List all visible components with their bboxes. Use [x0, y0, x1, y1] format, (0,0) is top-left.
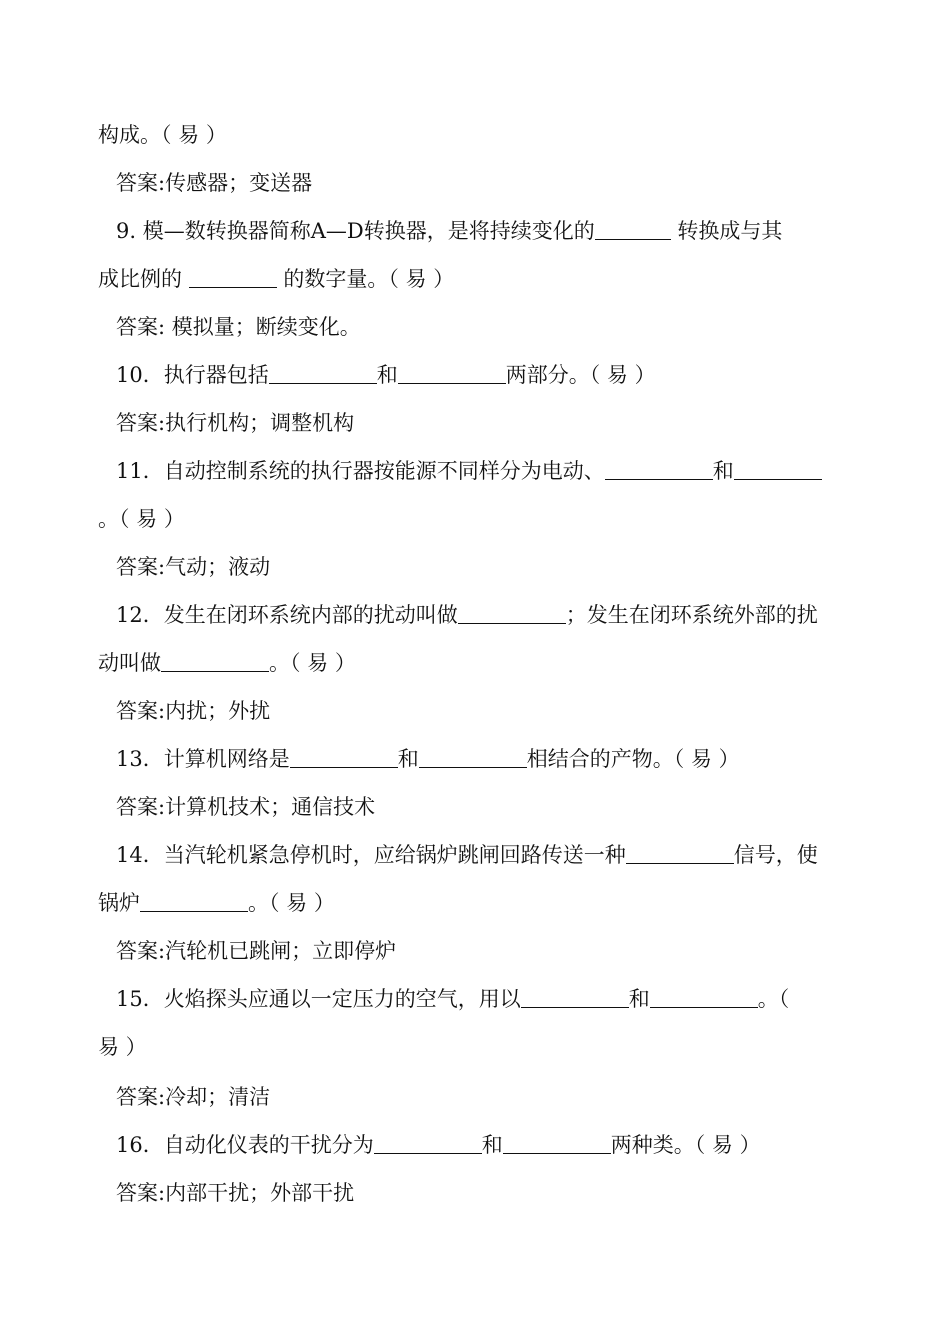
question-15-continuation: 易 ）: [98, 1035, 147, 1059]
answer-blank: [419, 766, 527, 768]
answer-blank: [626, 862, 734, 864]
answer-blank: [458, 622, 566, 624]
question-9-continuation: 成比例的 的数字量。（ 易 ）: [98, 267, 455, 291]
answer-blank: [140, 910, 248, 912]
question-10: 10．执行器包括 和 两部分。（ 易 ）: [116, 363, 656, 387]
answer-blank: [269, 382, 377, 384]
answer-12: 答案:内扰；外扰: [116, 699, 271, 723]
question-15: 15．火焰探头应通以一定压力的空气，用以 和 。（: [116, 987, 790, 1011]
answer-8: 答案:传感器；变送器: [116, 171, 313, 195]
answer-blank: [398, 382, 506, 384]
answer-14: 答案:汽轮机已跳闸；立即停炉: [116, 939, 397, 963]
question-12-continuation: 动叫做 。（ 易 ）: [98, 651, 356, 675]
answer-blank: [521, 1006, 629, 1008]
question-13: 13．计算机网络是 和 相结合的产物。（ 易 ）: [116, 747, 740, 771]
answer-blank: [605, 478, 713, 480]
answer-blank: [290, 766, 398, 768]
question-9: 9. 模—数转换器简称A—D转换器，是将持续变化的 转换成与其: [116, 219, 783, 243]
answer-15: 答案:冷却；清洁: [116, 1085, 271, 1109]
question-14: 14．当汽轮机紧急停机时，应给锅炉跳闸回路传送一种 信号，使: [116, 843, 818, 867]
question-12: 12．发生在闭环系统内部的扰动叫做 ；发生在闭环系统外部的扰: [116, 603, 818, 627]
question-11-continuation: 。（ 易 ）: [98, 507, 185, 531]
answer-13: 答案:计算机技术；通信技术: [116, 795, 376, 819]
answer-blank: [595, 238, 671, 240]
question-8-continuation: 构成。（ 易 ）: [98, 123, 227, 147]
answer-16: 答案:内部干扰；外部干扰: [116, 1181, 355, 1205]
answer-11: 答案:气动；液动: [116, 555, 271, 579]
answer-blank: [503, 1152, 611, 1154]
question-11: 11．自动控制系统的执行器按能源不同样分为电动、 和: [0, 451, 950, 491]
answer-blank: [650, 1006, 758, 1008]
answer-10: 答案:执行机构；调整机构: [116, 411, 355, 435]
answer-blank: [161, 670, 269, 672]
question-14-continuation: 锅炉 。（ 易 ）: [98, 891, 335, 915]
answer-blank: [734, 478, 822, 480]
answer-blank: [189, 286, 277, 288]
question-16: 16．自动化仪表的干扰分为 和 两种类。（ 易 ）: [116, 1133, 761, 1157]
answer-blank: [374, 1152, 482, 1154]
answer-9: 答案: 模拟量；断续变化。: [116, 315, 361, 339]
